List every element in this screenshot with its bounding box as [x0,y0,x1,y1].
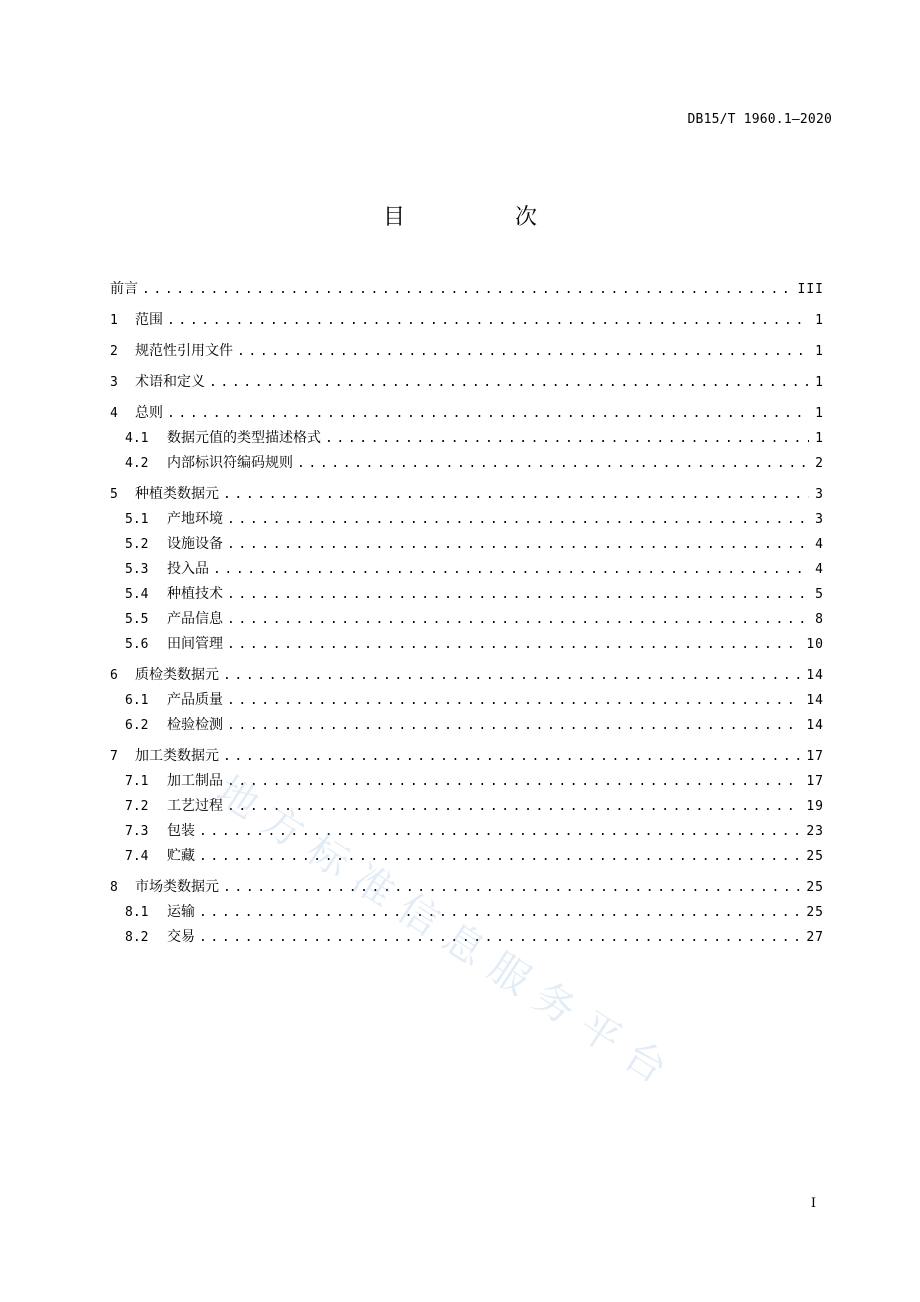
toc-dot-leader [199,847,800,867]
toc-dot-leader [167,311,809,331]
toc-entry-number: 5.6 [125,637,149,652]
toc-entry-number: 4.2 [125,456,149,471]
toc-entry[interactable] [110,634,824,655]
toc-entry-label: 设施设备 [167,536,223,552]
toc-entry[interactable] [110,690,824,711]
toc-entry-number: 5.1 [125,512,149,527]
toc-entry-number: 4.1 [125,431,149,446]
toc-entry-label: 数据元值的类型描述格式 [167,430,321,446]
toc-dot-leader [227,535,809,555]
footer-page-number: I [810,1196,816,1211]
toc-entry-page: 1 [815,344,824,359]
toc-entry-page: 14 [806,668,824,683]
toc-entry[interactable] [110,902,824,923]
toc-entry-number: 7.4 [125,849,149,864]
toc-entry-number: 6.1 [125,693,149,708]
toc-entry-number: 5.5 [125,612,149,627]
toc-entry-number: 5.2 [125,537,149,552]
toc-entry[interactable] [110,746,824,767]
toc-entry[interactable] [110,609,824,630]
toc-entry-label: 总则 [135,405,163,421]
standard-code: DB15/T 1960.1—2020 [687,112,832,127]
toc-entry[interactable] [110,665,824,686]
toc-entry-page: 5 [815,587,824,602]
toc-dot-leader [227,772,800,792]
toc-entry-page: 1 [815,375,824,390]
toc-entry-label: 市场类数据元 [135,879,219,895]
toc-entry-number: 1 [110,313,118,328]
toc-entry[interactable] [110,279,824,300]
toc-entry-page: 3 [815,512,824,527]
toc-dot-leader [325,429,809,449]
toc-entry-label: 前言 [110,281,138,297]
toc-entry-label: 加工制品 [167,773,223,789]
toc-entry-page: 25 [806,849,824,864]
toc-dot-leader [223,747,800,767]
toc-entry[interactable] [110,559,824,580]
toc-entry-number: 5 [110,487,118,502]
toc-entry-label: 贮藏 [167,848,195,864]
toc-dot-leader [167,404,809,424]
toc-entry-number: 6 [110,668,118,683]
toc-dot-leader [227,797,800,817]
toc-entry[interactable] [110,428,824,449]
toc-dot-leader [227,635,800,655]
toc-entry-label: 包装 [167,823,195,839]
toc-entry-label: 种植类数据元 [135,486,219,502]
toc-dot-leader [209,373,809,393]
toc-entry-label: 范围 [135,312,163,328]
toc-dot-leader [227,716,800,736]
toc-entry-label: 交易 [167,929,195,945]
toc-entry-page: 8 [815,612,824,627]
toc-entry[interactable] [110,846,824,867]
toc-dot-leader [227,610,809,630]
toc-entry-page: 25 [806,880,824,895]
toc-entry-label: 检验检测 [167,717,223,733]
toc-entry-page: 19 [806,799,824,814]
toc-entry-page: 10 [806,637,824,652]
toc-dot-leader [223,878,800,898]
toc-entry-page: 23 [806,824,824,839]
toc-entry-page: 17 [806,749,824,764]
toc-entry-label: 规范性引用文件 [135,343,233,359]
toc-entry-label: 种植技术 [167,586,223,602]
toc-entry-number: 8 [110,880,118,895]
toc-entry-page: 2 [815,456,824,471]
toc-dot-leader [223,485,809,505]
toc-entry-number: 5.3 [125,562,149,577]
toc-entry-page: 14 [806,718,824,733]
toc-entry-page: 25 [806,905,824,920]
toc-entry-label: 工艺过程 [167,798,223,814]
table-of-contents [110,279,824,948]
toc-entry-page: 17 [806,774,824,789]
toc-dot-leader [199,928,800,948]
toc-entry-page: 14 [806,693,824,708]
toc-entry[interactable] [110,453,824,474]
toc-dot-leader [297,454,809,474]
toc-entry[interactable] [110,927,824,948]
toc-dot-leader [142,280,792,300]
toc-dot-leader [223,666,800,686]
toc-entry-number: 2 [110,344,118,359]
toc-entry-page: III [797,282,824,297]
toc-entry-label: 术语和定义 [135,374,205,390]
toc-entry-label: 质检类数据元 [135,667,219,683]
toc-entry-number: 8.1 [125,905,149,920]
toc-entry[interactable] [110,341,824,362]
toc-entry[interactable] [110,796,824,817]
toc-entry-page: 1 [815,406,824,421]
toc-entry[interactable] [110,310,824,331]
toc-entry-number: 7 [110,749,118,764]
toc-entry[interactable] [110,821,824,842]
toc-entry-number: 7.1 [125,774,149,789]
toc-entry-page: 4 [815,562,824,577]
toc-dot-leader [227,691,800,711]
toc-entry-label: 产品信息 [167,611,223,627]
toc-entry-number: 3 [110,375,118,390]
toc-entry-label: 内部标识符编码规则 [167,455,293,471]
toc-entry[interactable] [110,372,824,393]
toc-entry-number: 7.3 [125,824,149,839]
toc-entry[interactable] [110,403,824,424]
toc-entry[interactable] [110,509,824,530]
toc-entry[interactable] [110,484,824,505]
toc-entry[interactable] [110,534,824,555]
toc-entry[interactable] [110,771,824,792]
toc-entry-number: 8.2 [125,930,149,945]
toc-dot-leader [227,585,809,605]
toc-entry-page: 3 [815,487,824,502]
toc-entry[interactable] [110,715,824,736]
toc-entry-page: 4 [815,537,824,552]
toc-entry-number: 5.4 [125,587,149,602]
toc-entry-number: 4 [110,406,118,421]
toc-entry[interactable] [110,584,824,605]
toc-entry-label: 加工类数据元 [135,748,219,764]
toc-dot-leader [199,822,800,842]
toc-dot-leader [213,560,809,580]
toc-entry-label: 产地环境 [167,511,223,527]
toc-entry[interactable] [110,877,824,898]
watermark: 地方标准信息服务平台 [208,767,686,1101]
toc-entry-number: 7.2 [125,799,149,814]
toc-entry-page: 27 [806,930,824,945]
toc-entry-label: 投入品 [167,561,209,577]
toc-entry-label: 田间管理 [167,636,223,652]
toc-entry-label: 运输 [167,904,195,920]
toc-title: 目 次 [382,205,581,230]
toc-entry-page: 1 [815,313,824,328]
toc-dot-leader [227,510,809,530]
toc-entry-label: 产品质量 [167,692,223,708]
toc-entry-page: 1 [815,431,824,446]
toc-entry-number: 6.2 [125,718,149,733]
toc-dot-leader [199,903,800,923]
toc-dot-leader [237,342,809,362]
